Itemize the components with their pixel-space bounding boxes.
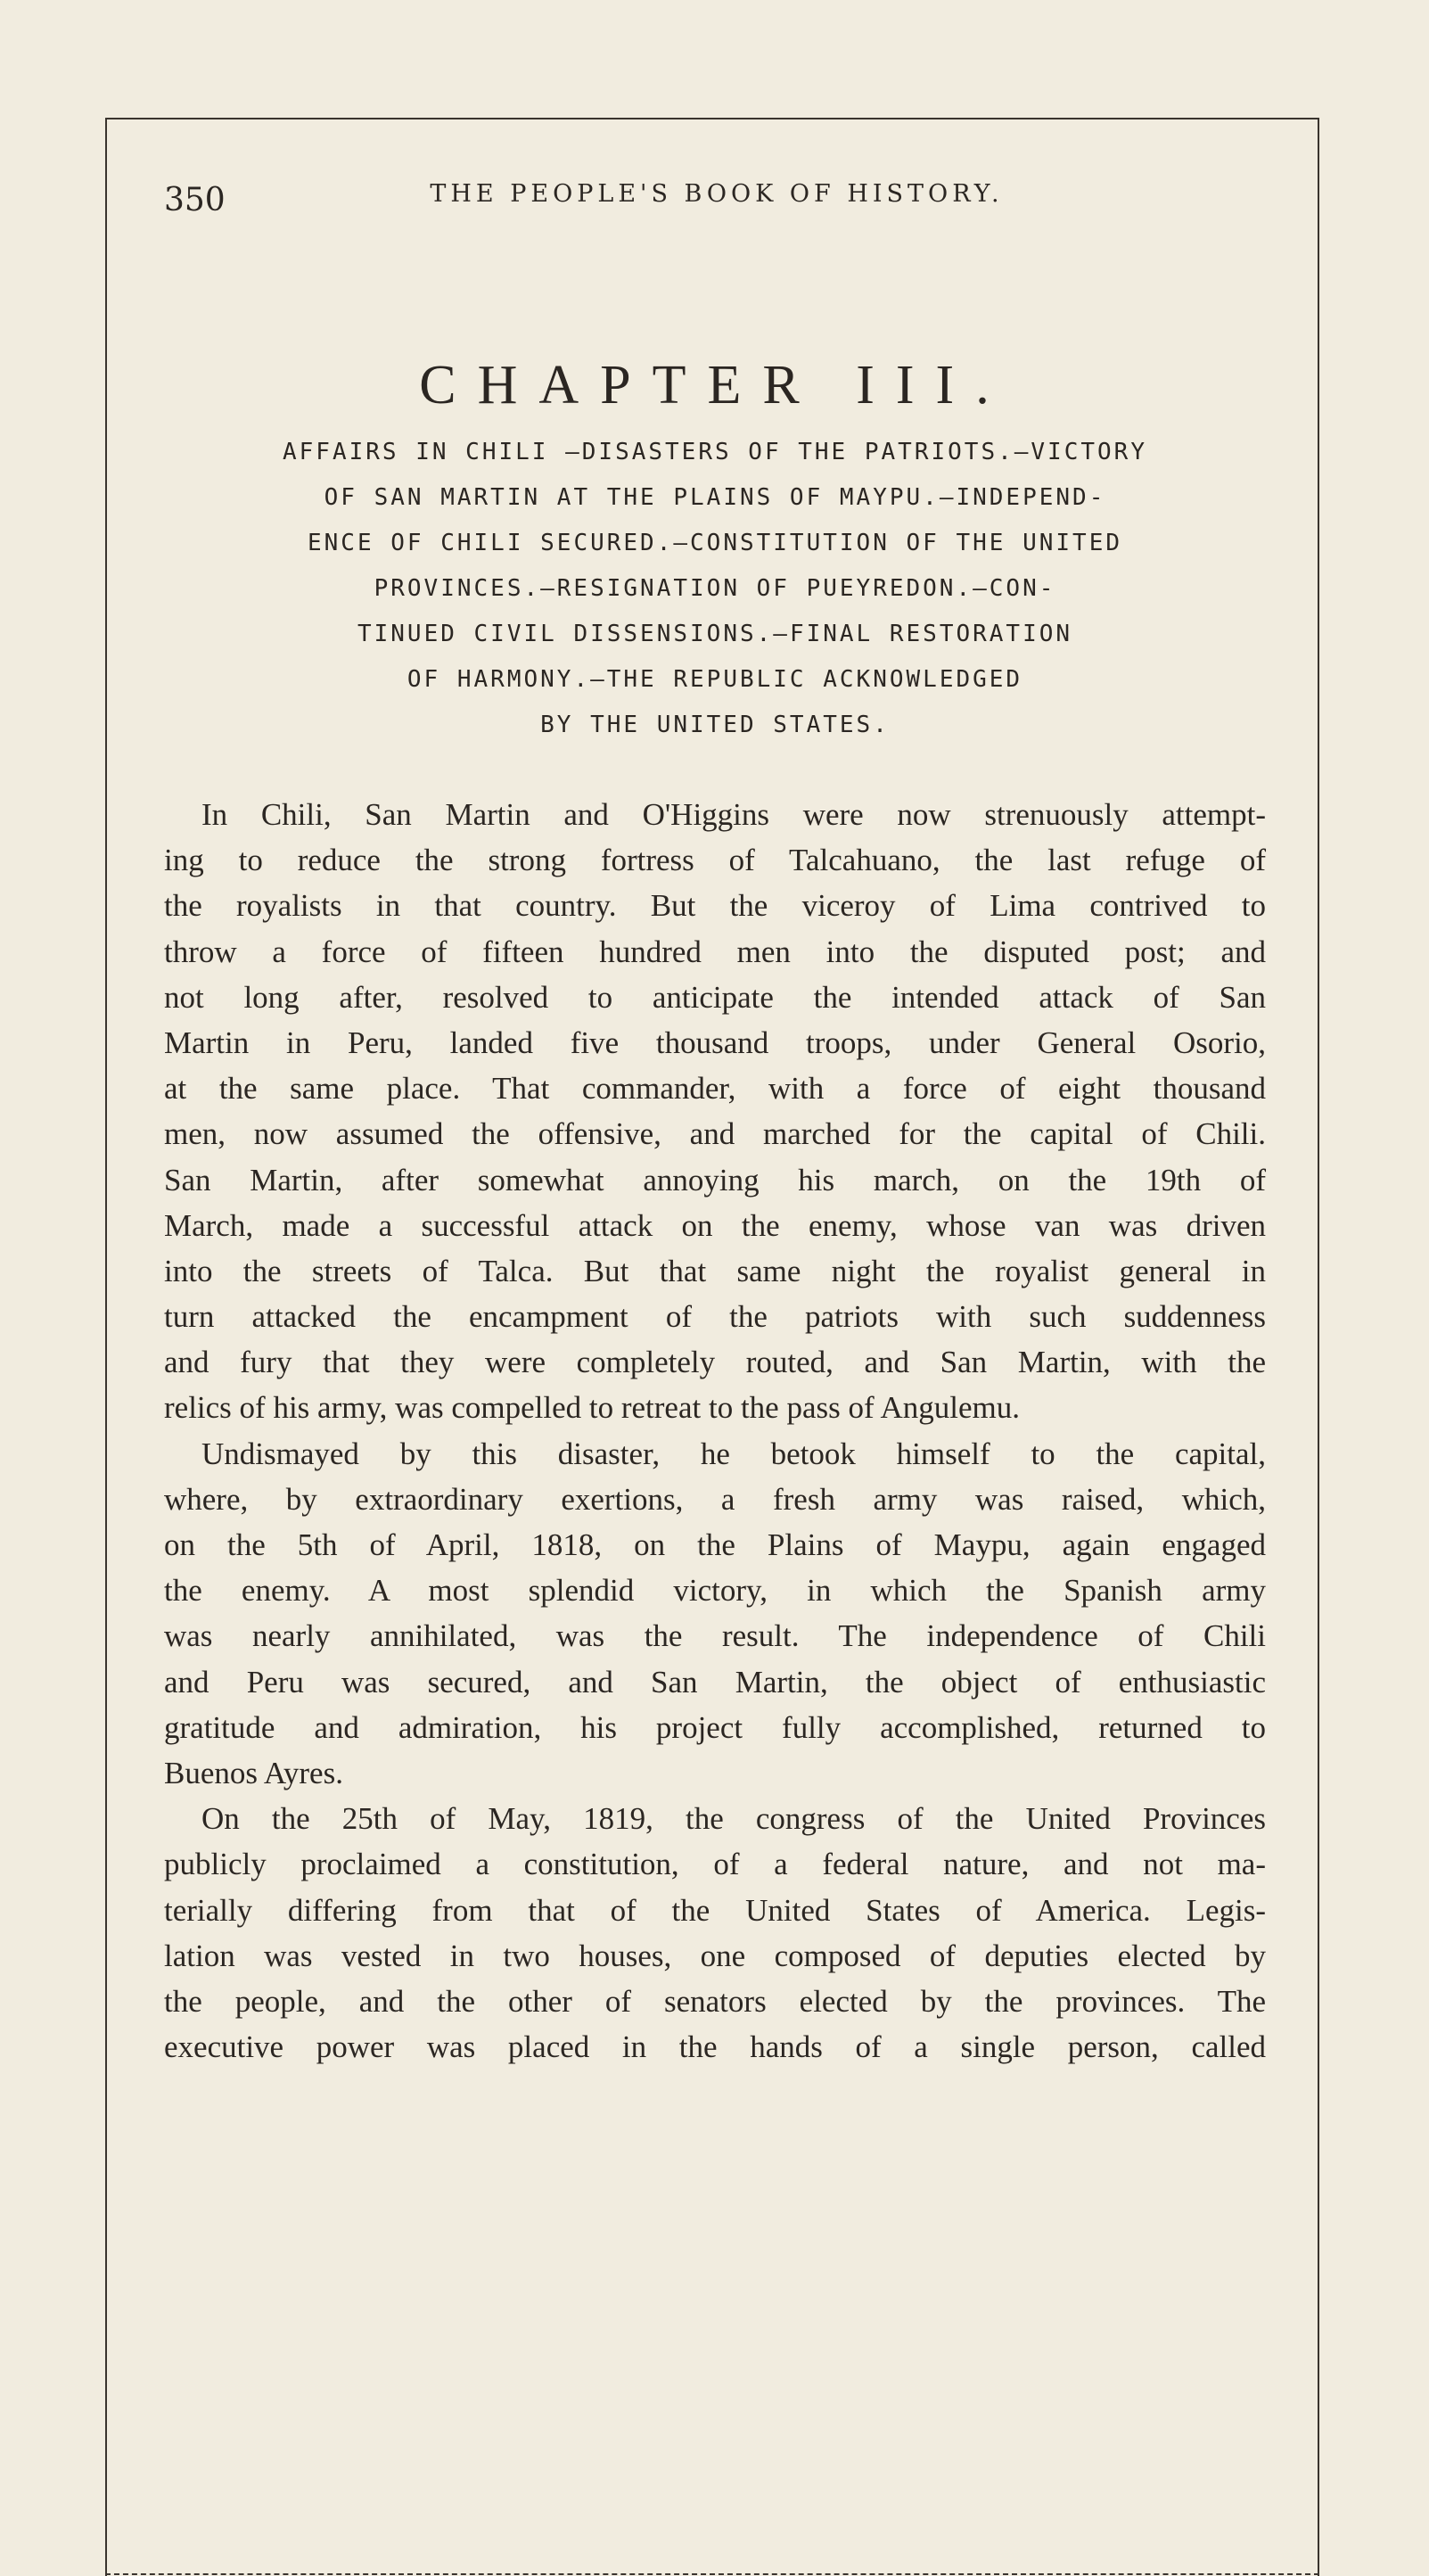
body-line: publicly proclaimed a constitution, of a federal nature, and not ma-	[164, 1847, 1266, 1882]
body-line: Undismayed by this disaster, he betook himself to the capital,	[201, 1436, 1266, 1471]
synopsis-line: OF SAN MARTIN AT THE PLAINS OF MAYPU.—INDEPEND-	[324, 484, 1106, 511]
body-line: lation was vested in two houses, one composed of deputies elected by	[164, 1938, 1266, 1973]
synopsis-line: TINUED CIVIL DISSENSIONS.—FINAL RESTORATION	[357, 621, 1073, 647]
page-number: 350	[164, 182, 226, 218]
body-line: the people, and the other of senators elected by the provinces. The	[164, 1983, 1266, 2019]
body-line: into the streets of Talca. But that same night the royalist general in	[164, 1253, 1266, 1288]
body-line: and Peru was secured, and San Martin, the object of enthusiastic	[164, 1664, 1266, 1700]
body-line: men, now assumed the offensive, and marched for the capital of Chili.	[164, 1116, 1266, 1152]
body-line: was nearly annihilated, was the result. The independence of Chili	[164, 1618, 1266, 1654]
body-line: March, made a successful attack on the enemy, whose van was driven	[164, 1207, 1266, 1243]
body-text	[164, 792, 1266, 2070]
body-line: Buenos Ayres.	[164, 1755, 343, 1790]
body-line: relics of his army, was compelled to retreat to the pass of Angulemu.	[164, 1390, 1020, 1426]
synopsis-line: BY THE UNITED STATES.	[540, 712, 890, 738]
running-head	[164, 175, 1266, 228]
body-line: at the same place. That commander, with a force of eight thousand	[164, 1071, 1266, 1107]
body-line: and fury that they were completely routed, and San Martin, with the	[164, 1345, 1266, 1380]
synopsis-line: AFFAIRS IN CHILI —DISASTERS OF THE PATRIOTS.—VICTORY	[283, 439, 1147, 465]
body-line: throw a force of fifteen hundred men into the disputed post; and	[164, 934, 1266, 969]
body-line: executive power was placed in the hands of a single person, called	[164, 2029, 1266, 2065]
running-title: THE PEOPLE'S BOOK OF HISTORY.	[430, 180, 1004, 208]
synopsis-line: PROVINCES.—RESIGNATION OF PUEYREDON.—CON-	[374, 575, 1056, 602]
chapter-synopsis	[164, 430, 1266, 748]
body-line: gratitude and admiration, his project fully accomplished, returned to	[164, 1709, 1266, 1745]
body-line: ing to reduce the strong fortress of Talcahuano, the last refuge of	[164, 843, 1266, 878]
body-line: turn attacked the encampment of the patriots with such suddenness	[164, 1299, 1266, 1335]
page-bottom-rule	[105, 2573, 1319, 2575]
chapter-title: CHAPTER III.	[419, 354, 1011, 416]
body-line: on the 5th of April, 1818, on the Plains of Maypu, again engaged	[164, 1527, 1266, 1562]
body-line: Martin in Peru, landed five thousand troops, under General Osorio,	[164, 1025, 1266, 1060]
body-line: San Martin, after somewhat annoying his march, on the 19th of	[164, 1162, 1266, 1197]
body-line: On the 25th of May, 1819, the congress of the United Provinces	[201, 1801, 1266, 1837]
body-line: the royalists in that country. But the viceroy of Lima contrived to	[164, 888, 1266, 924]
body-line: In Chili, San Martin and O'Higgins were now strenuously attempt-	[201, 797, 1266, 832]
synopsis-line: ENCE OF CHILI SECURED.—CONSTITUTION OF THE UNITED	[307, 530, 1122, 556]
body-line: not long after, resolved to anticipate the intended attack of San	[164, 979, 1266, 1015]
synopsis-line: OF HARMONY.—THE REPUBLIC ACKNOWLEDGED	[407, 666, 1023, 693]
body-line: the enemy. A most splendid victory, in which the Spanish army	[164, 1573, 1266, 1609]
body-line: where, by extraordinary exertions, a fresh army was raised, which,	[164, 1481, 1266, 1517]
body-line: terially differing from that of the United States of America. Legis-	[164, 1892, 1266, 1928]
